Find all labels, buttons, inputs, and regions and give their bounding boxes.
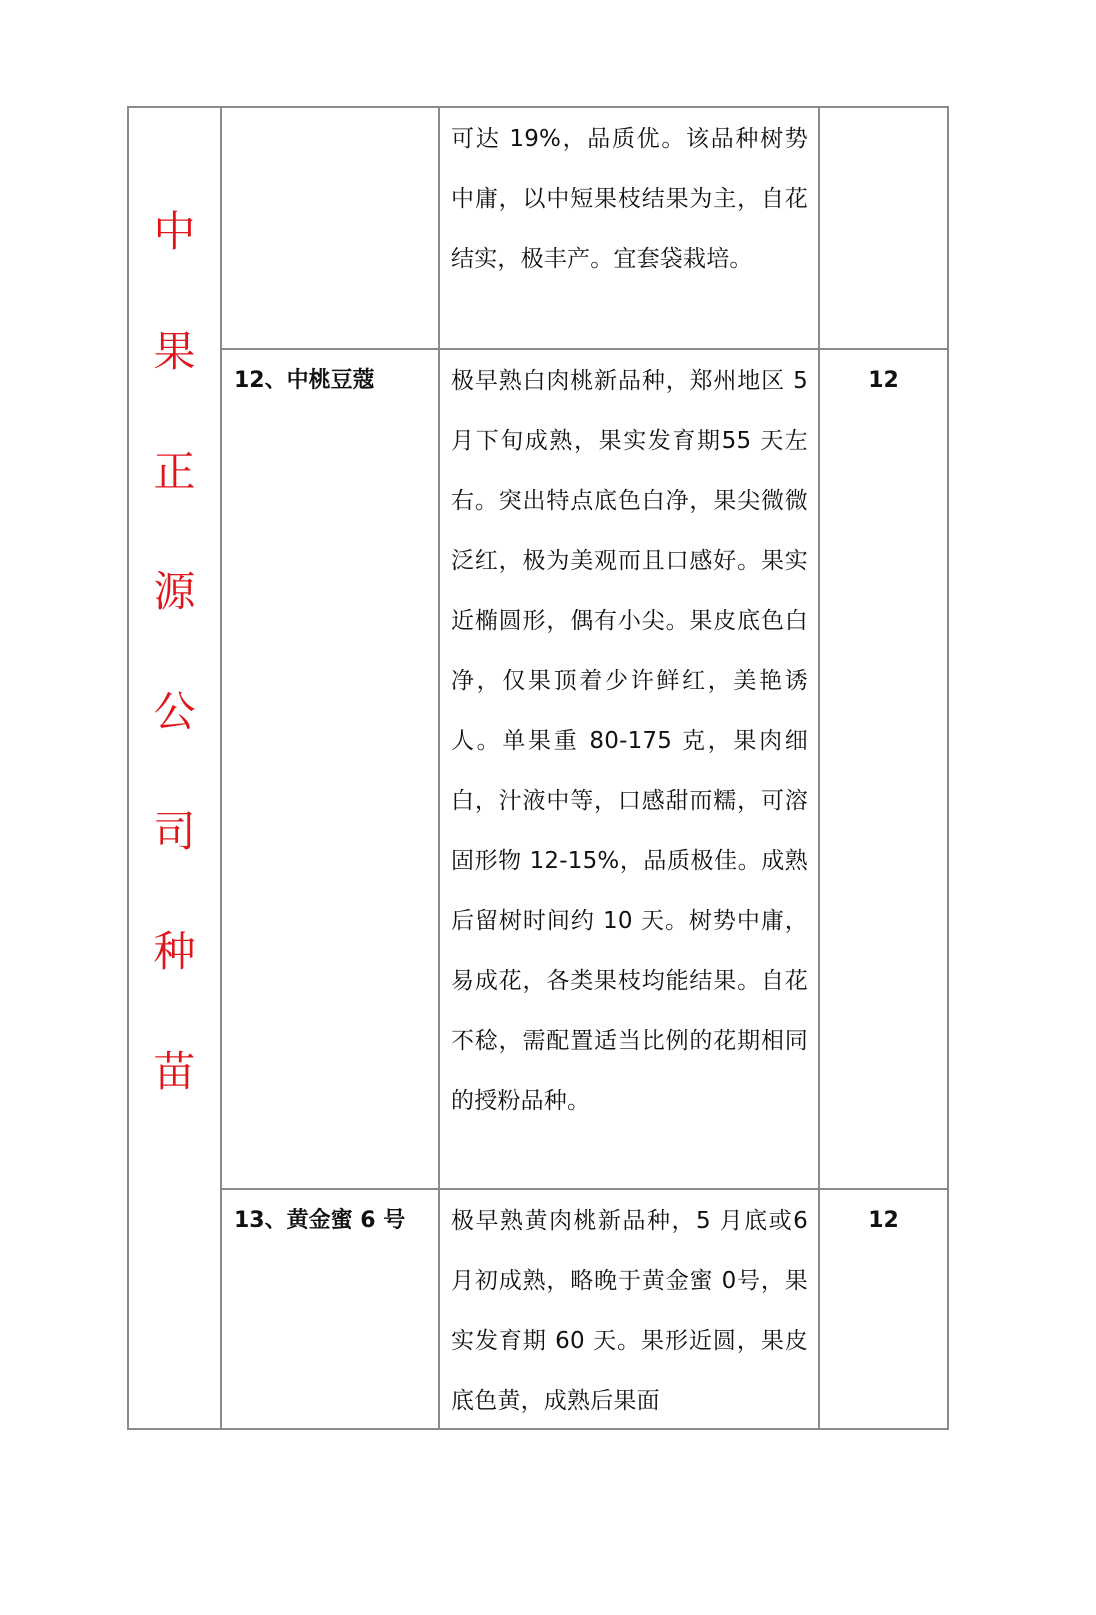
company-name-cell — [128, 107, 221, 1429]
company-name-char: 公 — [153, 687, 196, 736]
company-name-char: 源 — [153, 567, 196, 616]
variety-price: 12 — [868, 368, 899, 393]
variety-name: 13、黄金蜜 6 号 — [234, 1208, 406, 1233]
variety-description: 极早熟黄肉桃新品种，5 月底或6 月初成熟，略晚于黄金蜜 0号，果实发育期 60 天。果形近圆，果皮底色黄，成熟后果面 — [451, 1208, 808, 1414]
variety-description: 极早熟白肉桃新品种，郑州地区 5 月下旬成熟，果实发育期55 天左右。突出特点底色白净，果尖微微泛红，极为美观而且口感好。果实近椭圆形，偶有小尖。果皮底色白净，仅果顶着少许鲜红，美艳诱人。单果重 80-175 克，果肉细白，汁液中等，口感甜而糯，可溶固形物 12-15%，品质极佳。成熟后留树时间约 10 天。树势中庸，易成花，各类果枝均能结果。自花不稔，需配置适当比例的花期相同的授粉品种。 — [451, 368, 808, 1114]
table-row — [128, 1189, 948, 1429]
variety-name-cell — [221, 349, 439, 1189]
variety-description-cell — [439, 107, 819, 349]
variety-description: 可达 19%，品质优。该品种树势中庸，以中短果枝结果为主，自花结实，极丰产。宜套袋栽培。 — [451, 126, 808, 272]
variety-price-cell — [819, 107, 948, 349]
variety-price-cell — [819, 349, 948, 1189]
variety-name-cell — [221, 1189, 439, 1429]
variety-price: 12 — [868, 1208, 899, 1233]
table-row — [128, 107, 948, 349]
company-name-char: 果 — [153, 327, 196, 376]
variety-name: 12、中桃豆蔻 — [234, 368, 375, 393]
variety-description-clip — [440, 1190, 818, 1428]
variety-name — [222, 108, 438, 109]
company-name-char: 司 — [153, 807, 196, 856]
company-name-vertical — [129, 108, 220, 1132]
company-name-char: 正 — [153, 447, 196, 496]
company-name-char: 中 — [153, 207, 196, 256]
seedling-variety-table — [127, 106, 949, 1430]
table-row — [128, 349, 948, 1189]
variety-name-cell — [221, 107, 439, 349]
company-name-char: 苗 — [153, 1047, 196, 1096]
variety-price-cell — [819, 1189, 948, 1429]
variety-price — [820, 108, 947, 109]
variety-description-cell — [439, 349, 819, 1189]
company-name-char: 种 — [153, 927, 196, 976]
variety-description-cell — [439, 1189, 819, 1429]
